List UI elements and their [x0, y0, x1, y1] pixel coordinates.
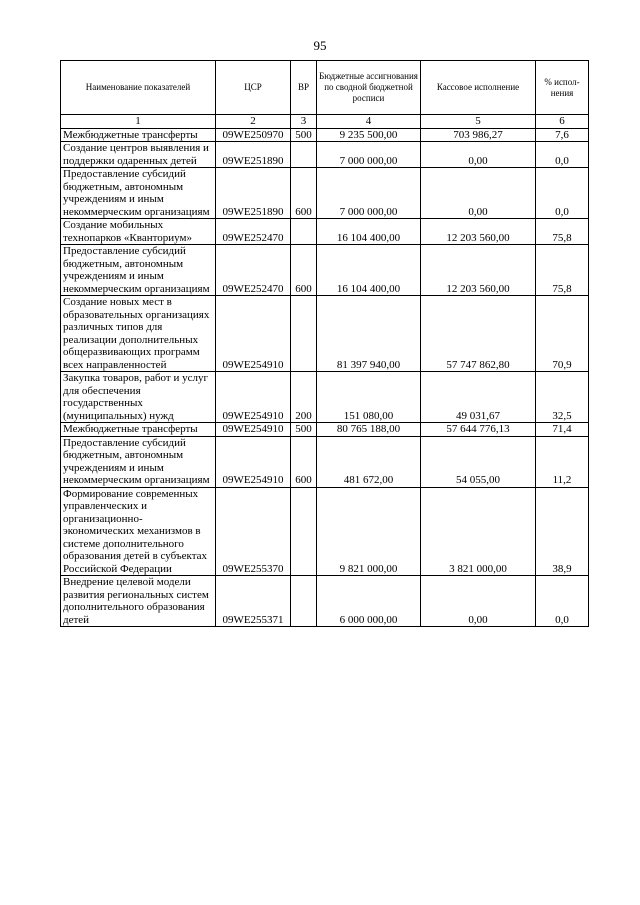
header-percent: % испол-нения: [536, 61, 589, 115]
header-csr: ЦСР: [216, 61, 291, 115]
table-row: [61, 576, 589, 627]
row-cash-cell: 0,00: [421, 142, 536, 168]
row-vr-cell: 500: [291, 423, 317, 437]
row-csr-cell: 09WE254910: [216, 372, 291, 423]
row-percent-cell: 11,2: [536, 436, 589, 487]
header-name: Наименование показателей: [61, 61, 216, 115]
row-name-cell: Формирование современных управленческих и организационно-экономических механизмов в системе дополнительного образования детей в субъектах Российской Федерации: [61, 487, 216, 576]
row-name-cell: Межбюджетные трансферты: [61, 423, 216, 437]
row-name-cell: Предоставление субсидий бюджетным, автономным учреждениям и иным некоммерческим организациям: [61, 168, 216, 219]
column-number-row: [61, 115, 589, 129]
row-percent-cell: 0,0: [536, 142, 589, 168]
column-number: 5: [421, 115, 536, 129]
row-percent-cell: 38,9: [536, 487, 589, 576]
row-budget-cell: 151 080,00: [317, 372, 421, 423]
column-number: 4: [317, 115, 421, 129]
row-cash-cell: 12 203 560,00: [421, 245, 536, 296]
row-vr-cell: 600: [291, 436, 317, 487]
row-vr-cell: 600: [291, 245, 317, 296]
row-budget-cell: 81 397 940,00: [317, 296, 421, 372]
column-number: 2: [216, 115, 291, 129]
row-name-cell: Внедрение целевой модели развития региональных систем дополнительного образования детей: [61, 576, 216, 627]
row-vr-cell: [291, 576, 317, 627]
row-vr-cell: 500: [291, 128, 317, 142]
row-budget-cell: 481 672,00: [317, 436, 421, 487]
row-csr-cell: 09WE250970: [216, 128, 291, 142]
row-budget-cell: 9 235 500,00: [317, 128, 421, 142]
row-budget-cell: 7 000 000,00: [317, 142, 421, 168]
row-cash-cell: 49 031,67: [421, 372, 536, 423]
row-name-cell: Предоставление субсидий бюджетным, автономным учреждениям и иным некоммерческим организациям: [61, 245, 216, 296]
row-cash-cell: 54 055,00: [421, 436, 536, 487]
row-cash-cell: 12 203 560,00: [421, 219, 536, 245]
row-cash-cell: 0,00: [421, 168, 536, 219]
row-vr-cell: [291, 142, 317, 168]
row-csr-cell: 09WE254910: [216, 436, 291, 487]
row-csr-cell: 09WE251890: [216, 142, 291, 168]
table-row: [61, 372, 589, 423]
row-csr-cell: 09WE254910: [216, 296, 291, 372]
row-percent-cell: 32,5: [536, 372, 589, 423]
row-name-cell: Создание мобильных технопарков «Кванториум»: [61, 219, 216, 245]
row-percent-cell: 75,8: [536, 245, 589, 296]
table-body: [61, 128, 589, 627]
row-csr-cell: 09WE254910: [216, 423, 291, 437]
row-vr-cell: [291, 487, 317, 576]
header-cash: Кассовое исполнение: [421, 61, 536, 115]
row-percent-cell: 7,6: [536, 128, 589, 142]
column-number: 1: [61, 115, 216, 129]
page-number: 95: [313, 38, 327, 53]
row-vr-cell: 600: [291, 168, 317, 219]
row-cash-cell: 3 821 000,00: [421, 487, 536, 576]
table-row: [61, 487, 589, 576]
header-row: [61, 61, 589, 115]
row-cash-cell: 703 986,27: [421, 128, 536, 142]
row-budget-cell: 6 000 000,00: [317, 576, 421, 627]
row-csr-cell: 09WE255371: [216, 576, 291, 627]
budget-execution-table: [60, 60, 589, 627]
table-row: [61, 168, 589, 219]
row-csr-cell: 09WE252470: [216, 245, 291, 296]
row-percent-cell: 0,0: [536, 168, 589, 219]
row-budget-cell: 7 000 000,00: [317, 168, 421, 219]
row-percent-cell: 75,8: [536, 219, 589, 245]
row-csr-cell: 09WE255370: [216, 487, 291, 576]
row-budget-cell: 16 104 400,00: [317, 219, 421, 245]
table-row: [61, 219, 589, 245]
row-name-cell: Создание центров выявления и поддержки одаренных детей: [61, 142, 216, 168]
table-row: [61, 245, 589, 296]
row-percent-cell: 0,0: [536, 576, 589, 627]
row-cash-cell: 57 747 862,80: [421, 296, 536, 372]
row-percent-cell: 70,9: [536, 296, 589, 372]
row-budget-cell: 80 765 188,00: [317, 423, 421, 437]
row-csr-cell: 09WE251890: [216, 168, 291, 219]
table-row: [61, 436, 589, 487]
row-percent-cell: 71,4: [536, 423, 589, 437]
column-number: 6: [536, 115, 589, 129]
row-cash-cell: 57 644 776,13: [421, 423, 536, 437]
header-budget: Бюджетные ассигнования по сводной бюджетной росписи: [317, 61, 421, 115]
row-budget-cell: 16 104 400,00: [317, 245, 421, 296]
row-vr-cell: [291, 296, 317, 372]
row-csr-cell: 09WE252470: [216, 219, 291, 245]
row-vr-cell: 200: [291, 372, 317, 423]
table-row: [61, 423, 589, 437]
row-name-cell: Закупка товаров, работ и услуг для обеспечения государственных (муниципальных) нужд: [61, 372, 216, 423]
table-row: [61, 142, 589, 168]
row-budget-cell: 9 821 000,00: [317, 487, 421, 576]
row-vr-cell: [291, 219, 317, 245]
column-number: 3: [291, 115, 317, 129]
row-name-cell: Межбюджетные трансферты: [61, 128, 216, 142]
table-row: [61, 296, 589, 372]
table-row: [61, 128, 589, 142]
row-name-cell: Создание новых мест в образовательных организациях различных типов для реализации дополнительных общеразвивающих программ всех направленностей: [61, 296, 216, 372]
header-vr: ВР: [291, 61, 317, 115]
row-cash-cell: 0,00: [421, 576, 536, 627]
row-name-cell: Предоставление субсидий бюджетным, автономным учреждениям и иным некоммерческим организациям: [61, 436, 216, 487]
